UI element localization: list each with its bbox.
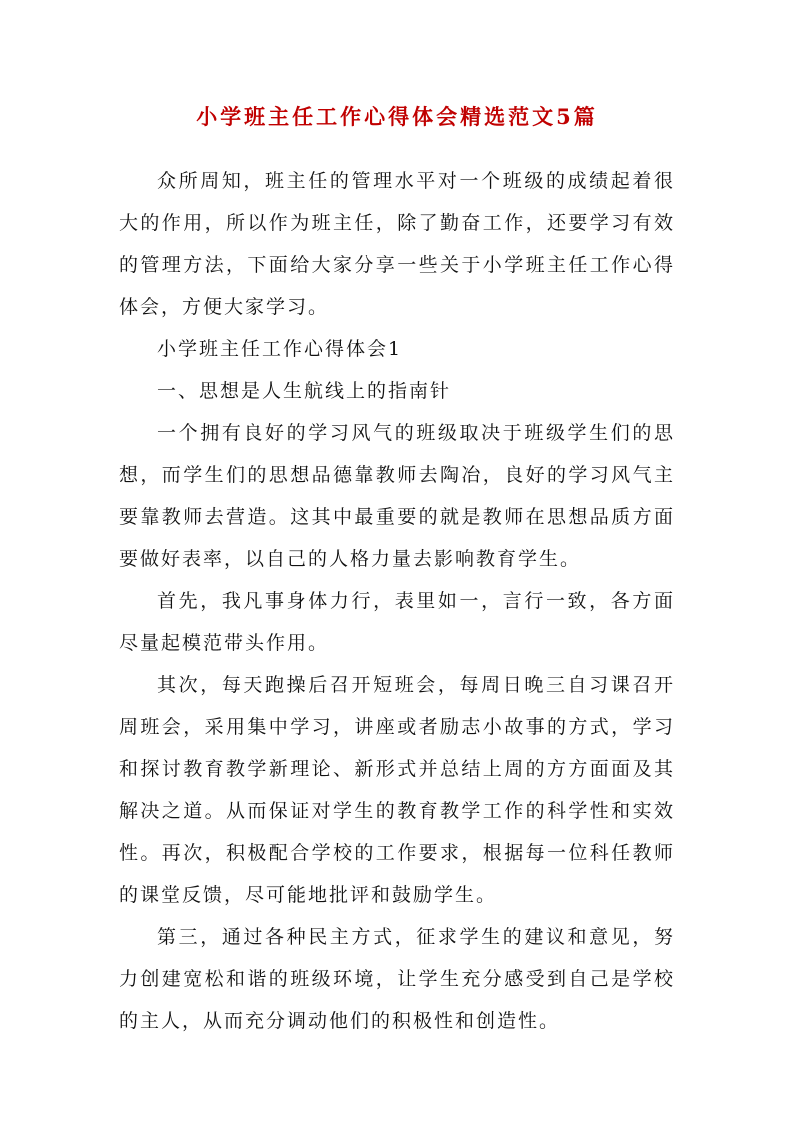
subsection-heading: 一、思想是人生航线上的指南针 xyxy=(157,380,452,402)
intro-paragraph: 众所周知，班主任的管理水平对一个班级的成绩起着很大的作用，所以作为班主任，除了勤奋工作，还要学习有效的管理方法，下面给大家分享一些关于小学班主任工作心得体会，方便大家学习。 xyxy=(119,170,675,318)
section-heading: 小学班主任工作心得体会1 xyxy=(157,338,403,360)
document-body xyxy=(119,160,675,1042)
document-title: 小学班主任工作心得体会精选范文5篇 xyxy=(196,104,598,129)
body-paragraph: 首先，我凡事身体力行，表里如一，言行一致，各方面尽量起模范带头作用。 xyxy=(119,590,675,654)
body-paragraph: 其次，每天跑操后召开短班会，每周日晚三自习课召开周班会，采用集中学习，讲座或者励志小故事的方式，学习和探讨教育教学新理论、新形式并总结上周的方方面面及其解决之道。从而保证对学生的教育教学工作的科学性和实效性。再次，积极配合学校的工作要求，根据每一位科任教师的课堂反馈，尽可能地批评和鼓励学生。 xyxy=(119,674,675,906)
body-paragraph: 一个拥有良好的学习风气的班级取决于班级学生们的思想，而学生们的思想品德靠教师去陶冶，良好的学习风气主要靠教师去营造。这其中最重要的就是教师在思想品质方面要做好表率，以自己的人格力量去影响教育学生。 xyxy=(119,422,675,570)
body-paragraph: 第三，通过各种民主方式，征求学生的建议和意见，努力创建宽松和谐的班级环境，让学生充分感受到自己是学校的主人，从而充分调动他们的积极性和创造性。 xyxy=(119,926,675,1032)
